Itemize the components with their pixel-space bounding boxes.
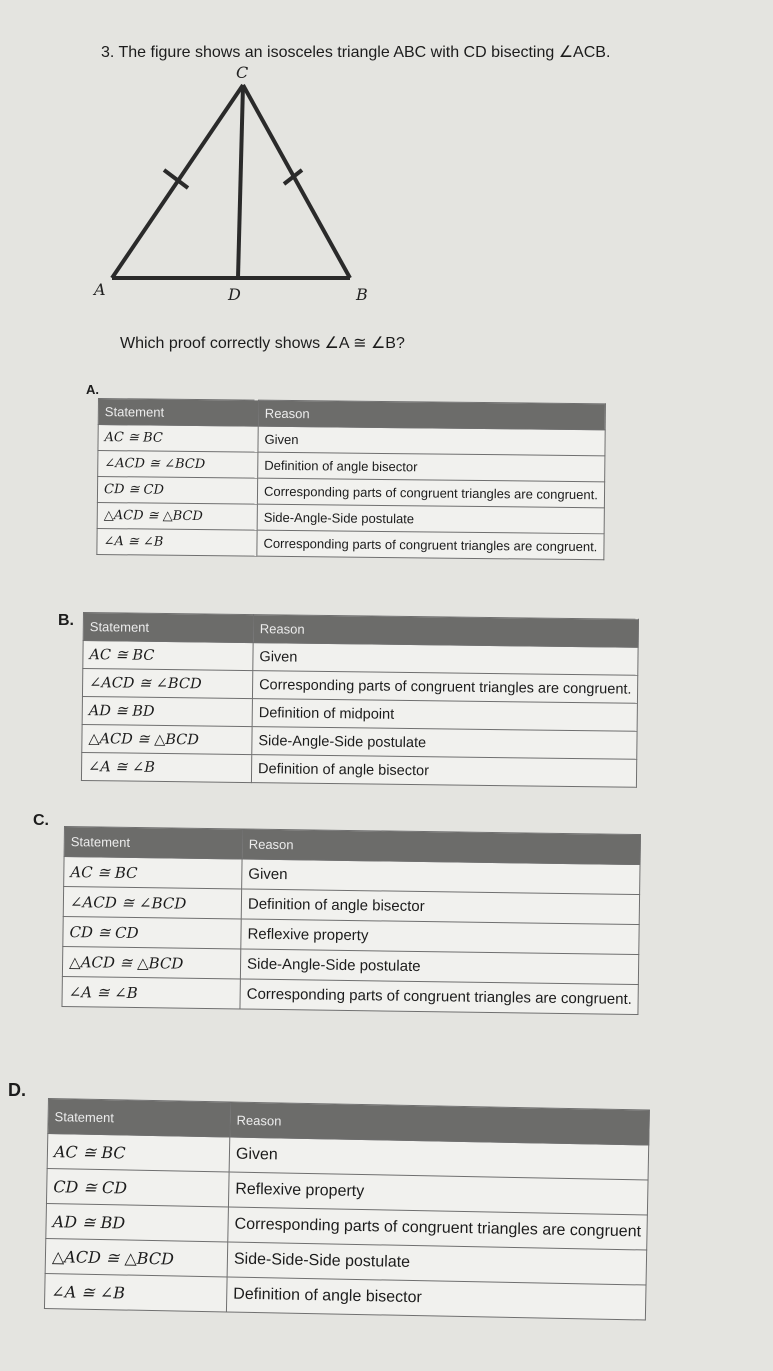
option-d-proof-table[interactable] <box>44 1098 650 1321</box>
header-reason: Reason <box>253 615 639 648</box>
reason-cell: Given <box>258 426 605 456</box>
reason-cell: Definition of angle bisector <box>241 889 640 925</box>
reason-cell: Given <box>242 859 641 895</box>
header-statement: Statement <box>48 1099 231 1137</box>
reason-cell: Side-Angle-Side postulate <box>240 949 639 985</box>
option-c-proof-table[interactable] <box>61 826 641 1015</box>
question-text <box>101 42 610 62</box>
reason-cell: Side-Angle-Side postulate <box>252 727 638 760</box>
reason-cell: Reflexive property <box>241 919 640 955</box>
reason-cell: Corresponding parts of congruent triangles are congruent. <box>257 530 604 560</box>
reason-cell: Given <box>253 643 639 676</box>
statement-cell: ∠ACD ≅ ∠BCD <box>98 451 258 479</box>
question-prompt: Which proof correctly shows ∠A ≅ ∠B? <box>120 335 405 352</box>
reason-cell: Side-Side-Side postulate <box>227 1242 647 1285</box>
reason-cell: Corresponding parts of congruent triangles are congruent. <box>257 478 604 508</box>
label-a: A <box>94 280 106 299</box>
header-statement: Statement <box>98 399 258 427</box>
label-b: B <box>356 285 368 304</box>
statement-cell: △ACD ≅ △BCD <box>82 724 252 754</box>
label-c: C <box>236 63 249 82</box>
statement-cell: CD ≅ CD <box>46 1168 229 1206</box>
statement-cell: △ACD ≅ △BCD <box>97 502 257 530</box>
question-number: 3. <box>101 44 115 61</box>
header-reason: Reason <box>242 829 641 865</box>
label-d: D <box>228 285 241 304</box>
statement-cell: ∠A ≅ ∠B <box>97 528 257 556</box>
triangle-figure <box>80 60 380 310</box>
statement-cell: △ACD ≅ △BCD <box>62 946 240 978</box>
statement-cell: AC ≅ BC <box>98 425 258 453</box>
side-bc <box>243 85 350 278</box>
table-row <box>81 752 637 787</box>
statement-cell: AC ≅ BC <box>47 1134 230 1172</box>
statement-cell: AD ≅ BD <box>82 696 252 726</box>
statement-cell: ∠ACD ≅ ∠BCD <box>63 887 241 919</box>
statement-cell: CD ≅ CD <box>97 477 257 505</box>
reason-cell: Corresponding parts of congruent triangles are congruent <box>228 1207 648 1250</box>
statement-cell: AC ≅ BC <box>83 641 253 671</box>
option-c-letter[interactable]: C. <box>33 812 49 829</box>
option-a-letter[interactable]: A. <box>86 382 99 397</box>
header-statement: Statement <box>83 613 253 643</box>
table-row <box>97 528 604 559</box>
reason-cell: Definition of angle bisector <box>226 1277 646 1320</box>
question-body: The figure shows an isosceles triangle ABC with CD bisecting ∠ACB. <box>118 44 611 61</box>
statement-cell: CD ≅ CD <box>63 916 241 948</box>
reason-cell: Corresponding parts of congruent triangles are congruent. <box>240 979 639 1015</box>
reason-cell: Corresponding parts of congruent triangles are congruent. <box>252 671 638 704</box>
reason-cell: Definition of midpoint <box>252 699 638 732</box>
segment-cd <box>238 85 243 278</box>
header-statement: Statement <box>64 827 242 859</box>
reason-cell: Side-Angle-Side postulate <box>257 504 604 534</box>
header-reason: Reason <box>230 1102 650 1145</box>
reason-cell: Definition of angle bisector <box>258 452 605 482</box>
header-reason: Reason <box>258 400 605 430</box>
statement-cell: ∠A ≅ ∠B <box>62 976 240 1008</box>
statement-cell: ∠A ≅ ∠B <box>81 752 251 782</box>
reason-cell: Given <box>229 1137 649 1180</box>
statement-cell: △ACD ≅ △BCD <box>45 1238 228 1276</box>
option-b-proof-table[interactable] <box>81 612 639 788</box>
reason-cell: Definition of angle bisector <box>251 755 637 788</box>
statement-cell: ∠A ≅ ∠B <box>44 1273 227 1311</box>
statement-cell: AC ≅ BC <box>64 857 242 889</box>
reason-cell: Reflexive property <box>228 1172 648 1215</box>
option-d-letter[interactable]: D. <box>8 1080 26 1100</box>
option-a-proof-table[interactable] <box>96 398 605 560</box>
option-b-letter[interactable]: B. <box>58 612 74 629</box>
statement-cell: ∠ACD ≅ ∠BCD <box>82 669 252 699</box>
statement-cell: AD ≅ BD <box>46 1203 229 1241</box>
